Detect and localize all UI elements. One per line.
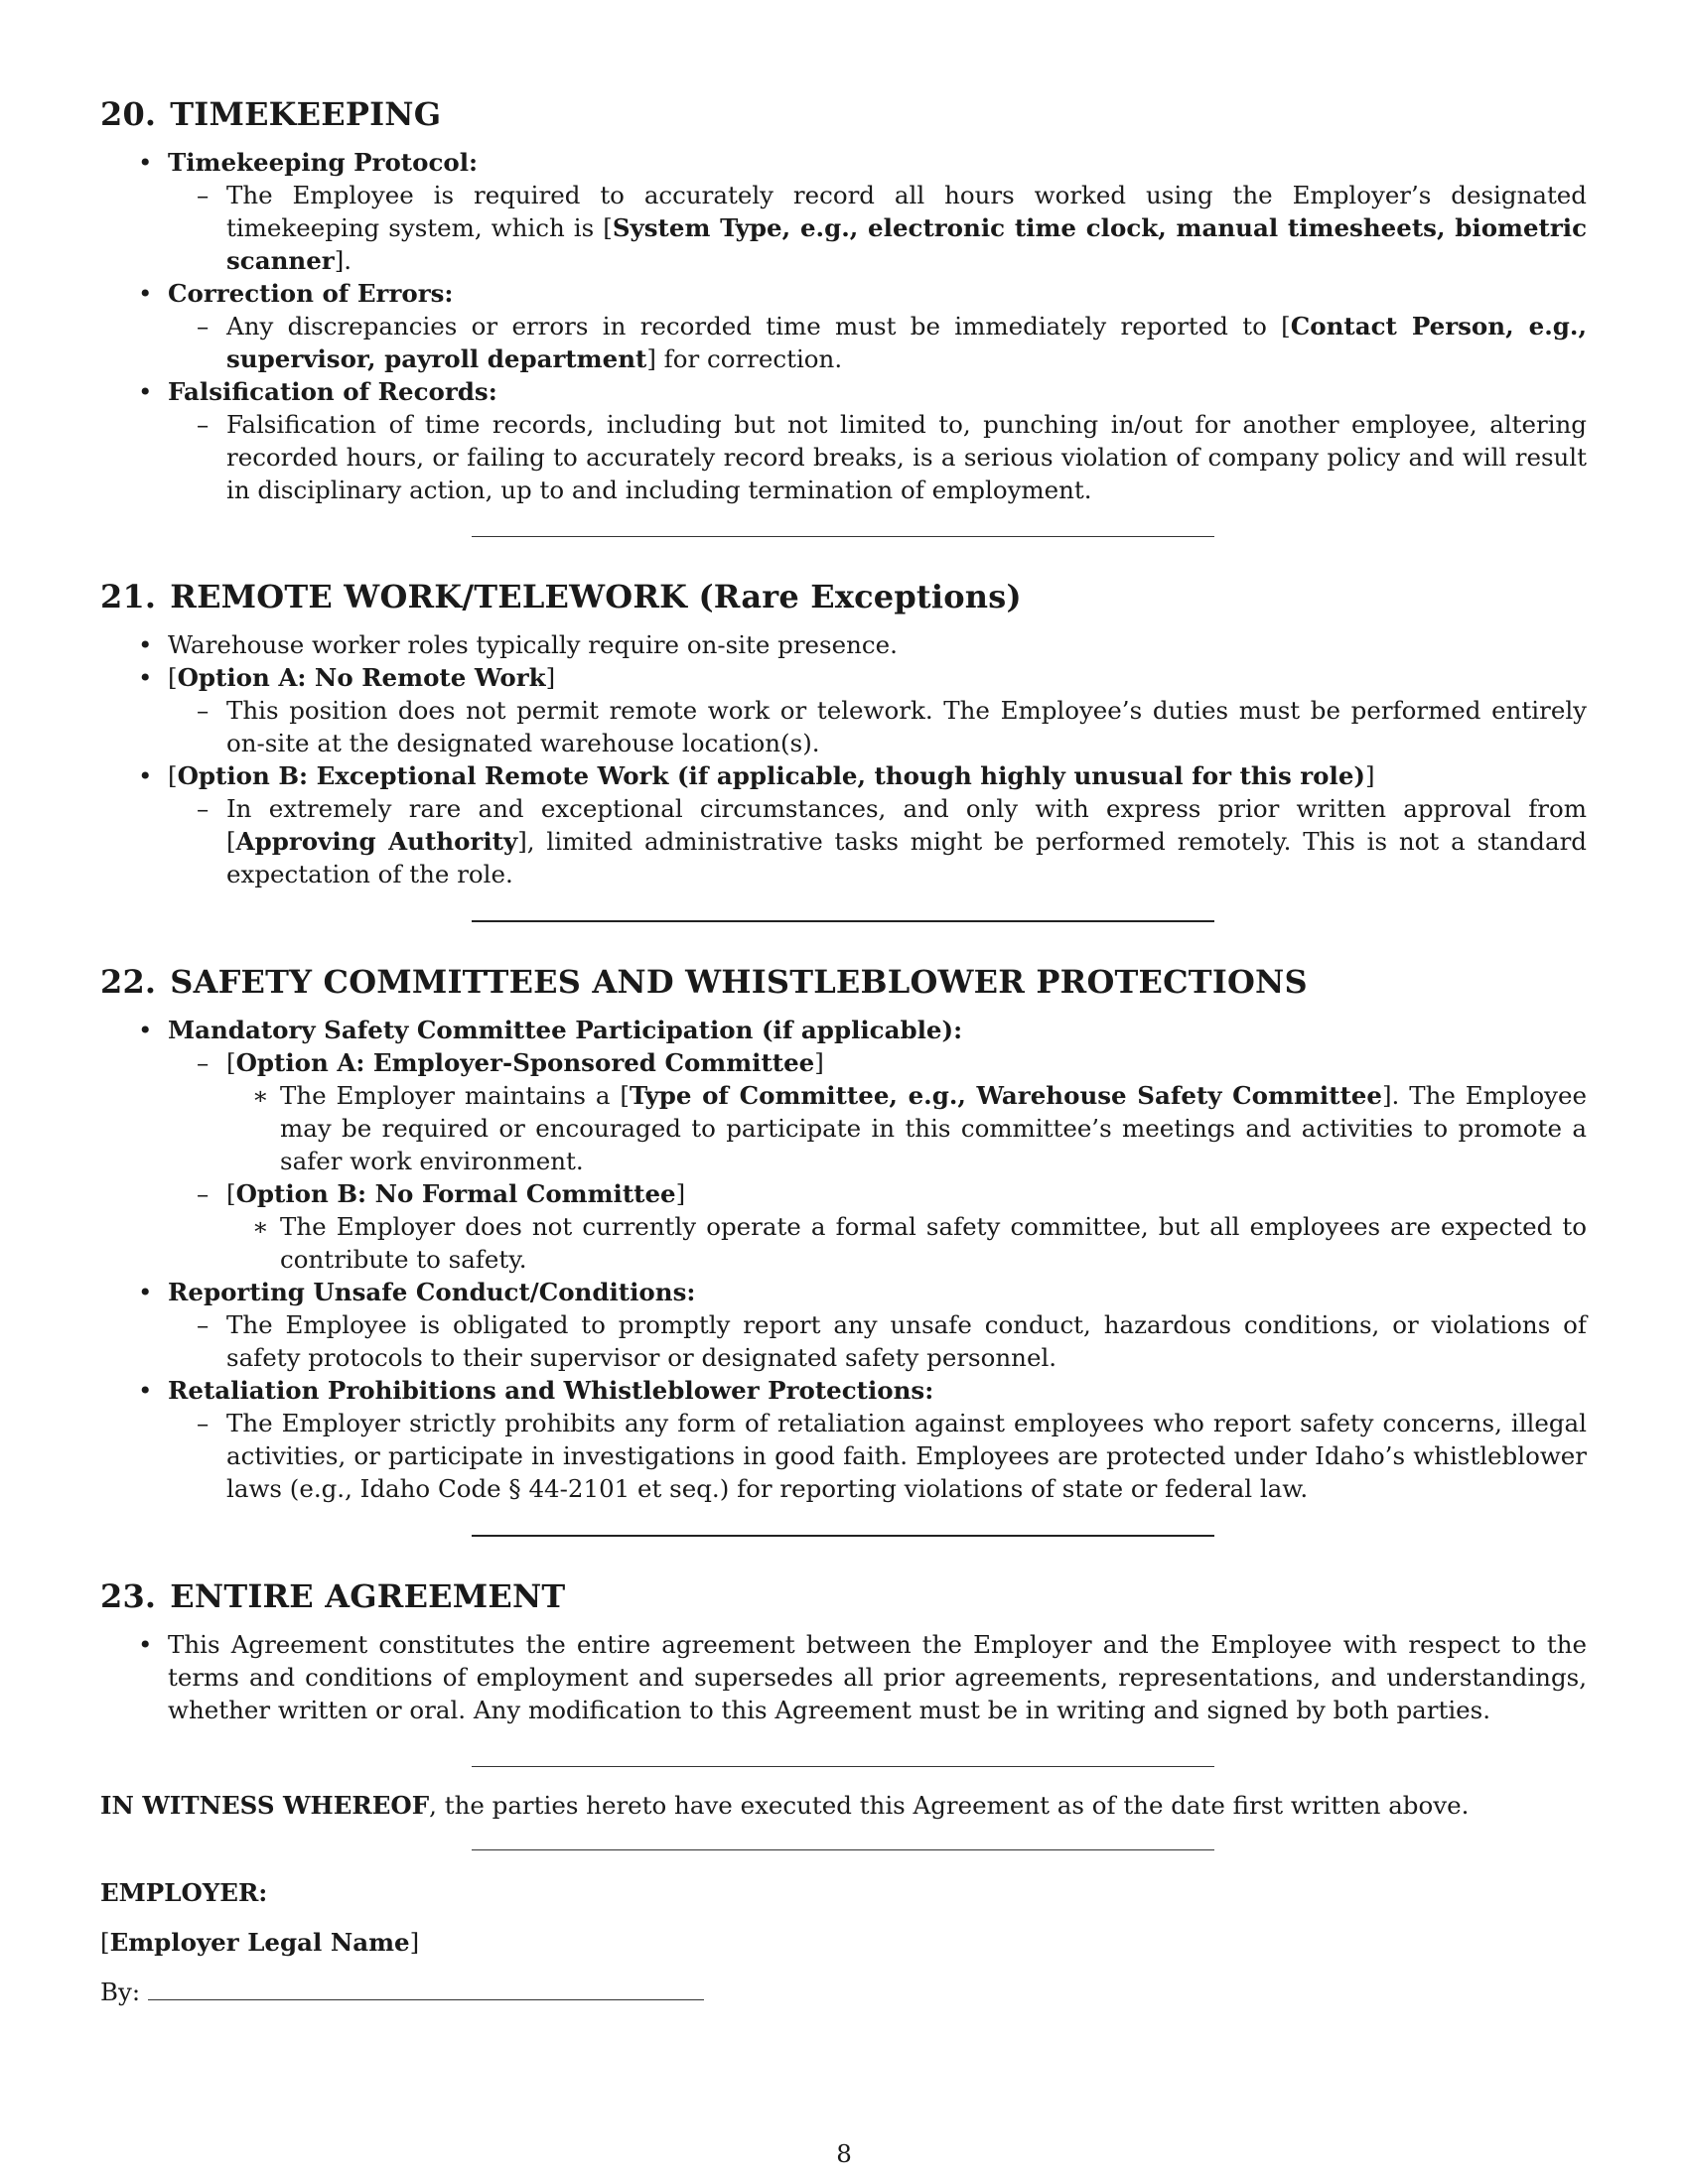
list-item bbox=[100, 1276, 1587, 1374]
section-20-list bbox=[100, 146, 1587, 506]
section-22-heading bbox=[100, 962, 1587, 1002]
text: The Employee is required to accurately record all hours worked using the Employer’s designated timekeeping system, which is [ bbox=[226, 181, 1587, 242]
text: ]. The Employee may be required or encouraged to participate in this committee’s meetings and activities to promote a safer work environment. bbox=[280, 1081, 1587, 1175]
section-21-heading bbox=[100, 577, 1587, 616]
list-item: • [Option A: No Remote Work] – This position does not permit remote work or telework. The Employee’s duties must be performed entirely on-site at the designated warehouse location(s). bbox=[100, 661, 1587, 759]
divider bbox=[472, 920, 1214, 922]
item-label: Falsification of Records: bbox=[168, 377, 497, 406]
employer-name: [Employer Legal Name] bbox=[100, 1928, 420, 1957]
section-title: REMOTE WORK/TELEWORK (Rare Exceptions) bbox=[170, 578, 1022, 615]
list-item bbox=[100, 1374, 1587, 1505]
text: ]. bbox=[334, 246, 352, 275]
sub-sub-item: ∗ The Employer does not currently operate a formal safety committee, but all employees are expected to contribute to safety. bbox=[100, 1210, 1587, 1276]
list-item: • [Option B: Exceptional Remote Work (if applicable, though highly unusual for this role)] – In extremely rare and exceptional circumstances, and only with express prior written approval from [Approving Authority], limited administrative tasks might be performed remotely. This is not a standard expectation of the role. bbox=[100, 759, 1587, 890]
option-label: Option B: No Formal Committee bbox=[235, 1179, 676, 1208]
divider bbox=[472, 536, 1214, 537]
section-23-heading bbox=[100, 1576, 1587, 1616]
text: ], limited administrative tasks might be performed remotely. This is not a standard expectation of the role. bbox=[226, 827, 1587, 888]
list-item bbox=[100, 375, 1587, 506]
section-title: TIMEKEEPING bbox=[170, 95, 442, 133]
page-number: 8 bbox=[836, 2139, 852, 2168]
witness-clause bbox=[100, 1789, 1587, 1822]
placeholder-text: System Type, e.g., electronic time clock, manual timesheets, biometric scanner bbox=[226, 213, 1587, 275]
sub-item: – The Employee is obligated to promptly report any unsafe conduct, hazardous conditions, or violations of safety protocols to their supervisor or designated safety personnel. bbox=[100, 1308, 1587, 1374]
text: ] for correction. bbox=[646, 344, 843, 373]
item-label: Reporting Unsafe Conduct/Conditions: bbox=[168, 1278, 696, 1306]
section-title: SAFETY COMMITTEES AND WHISTLEBLOWER PROTECTIONS bbox=[170, 963, 1308, 1001]
employer-label: EMPLOYER: bbox=[100, 1878, 268, 1907]
section-22-list bbox=[100, 1014, 1587, 1505]
section-23-list bbox=[100, 1628, 1587, 1726]
section-20-heading bbox=[100, 94, 1587, 134]
option-label: Option A: Employer-Sponsored Committee bbox=[235, 1048, 815, 1077]
sub-sub-item bbox=[100, 1079, 1587, 1177]
item-label: Correction of Errors: bbox=[168, 279, 454, 308]
placeholder-text: Contact Person, e.g., supervisor, payroll department bbox=[226, 312, 1587, 373]
sub-item: – This position does not permit remote work or telework. The Employee’s duties must be performed entirely on-site at the designated warehouse location(s). bbox=[100, 694, 1587, 759]
list-item: • Warehouse worker roles typically require on-site presence. bbox=[100, 628, 1587, 661]
document-page bbox=[100, 94, 1587, 2008]
signature-line bbox=[100, 1976, 1587, 2008]
sub-item: – [Option B: No Formal Committee] ∗ The Employer does not currently operate a formal safety committee, but all employees are expected to contribute to safety. bbox=[100, 1177, 1587, 1276]
section-number: 21. bbox=[100, 578, 157, 615]
divider bbox=[472, 1849, 1214, 1850]
list-item: • This Agreement constitutes the entire agreement between the Employer and the Employee with respect to the terms and conditions of employment and supersedes all prior agreements, representations, and understandings, whether written or oral. Any modification to this Agreement must be in writing and signed by both parties. bbox=[100, 1628, 1587, 1726]
sub-item bbox=[100, 179, 1587, 277]
list-item bbox=[100, 277, 1587, 375]
section-number: 23. bbox=[100, 1577, 157, 1615]
placeholder-text: Type of Committee, e.g., Warehouse Safety Committee bbox=[629, 1081, 1382, 1110]
item-label: Retaliation Prohibitions and Whistleblower Protections: bbox=[168, 1376, 934, 1405]
option-label: Option B: Exceptional Remote Work (if applicable, though highly unusual for this role) bbox=[177, 761, 1366, 790]
section-title: ENTIRE AGREEMENT bbox=[170, 1577, 566, 1615]
option-label: Option A: No Remote Work bbox=[177, 663, 546, 692]
placeholder-text: Approving Authority bbox=[235, 827, 518, 856]
section-number: 22. bbox=[100, 963, 157, 1001]
text: The Employer maintains a [ bbox=[280, 1081, 630, 1110]
section-number: 20. bbox=[100, 95, 157, 133]
sub-item: – The Employer strictly prohibits any form of retaliation against employees who report safety concerns, illegal activities, or participate in investigations in good faith. Employees are protected under Idaho’s whistleblower laws (e.g., Idaho Code § 44-2101 et seq.) for reporting violations of state or federal law. bbox=[100, 1407, 1587, 1505]
text: In extremely rare and exceptional circumstances, and only with express prior written approval from [ bbox=[226, 794, 1587, 856]
item-label: Mandatory Safety Committee Participation (if applicable): bbox=[168, 1016, 963, 1044]
sub-item: – Falsification of time records, including but not limited to, punching in/out for another employee, altering recorded hours, or failing to accurately record breaks, is a serious violation of company policy and will result in disciplinary action, up to and including termination of employment. bbox=[100, 408, 1587, 506]
sub-item bbox=[100, 310, 1587, 375]
signature-blank[interactable] bbox=[148, 1976, 704, 2000]
list-item bbox=[100, 1014, 1587, 1276]
list-item bbox=[100, 146, 1587, 277]
section-21-list bbox=[100, 628, 1587, 890]
employer-name-placeholder: Employer Legal Name bbox=[109, 1928, 410, 1957]
divider bbox=[472, 1535, 1214, 1537]
sub-item bbox=[100, 792, 1587, 890]
witness-text: , the parties hereto have executed this Agreement as of the date first written above. bbox=[429, 1791, 1470, 1820]
witness-bold: IN WITNESS WHEREOF bbox=[100, 1791, 430, 1820]
item-label: Timekeeping Protocol: bbox=[168, 148, 479, 177]
divider bbox=[472, 1766, 1214, 1767]
sub-item: – [Option A: Employer-Sponsored Committee] ∗ The Employer maintains a [Type of Committee, e.g., Warehouse Safety Committee]. The Employee may be required or encouraged to participate in this committee’s meetings and activities to promote a safer work environment. bbox=[100, 1046, 1587, 1177]
by-label: By: bbox=[100, 1978, 141, 2006]
text: Any discrepancies or errors in recorded time must be immediately reported to [ bbox=[226, 312, 1291, 341]
